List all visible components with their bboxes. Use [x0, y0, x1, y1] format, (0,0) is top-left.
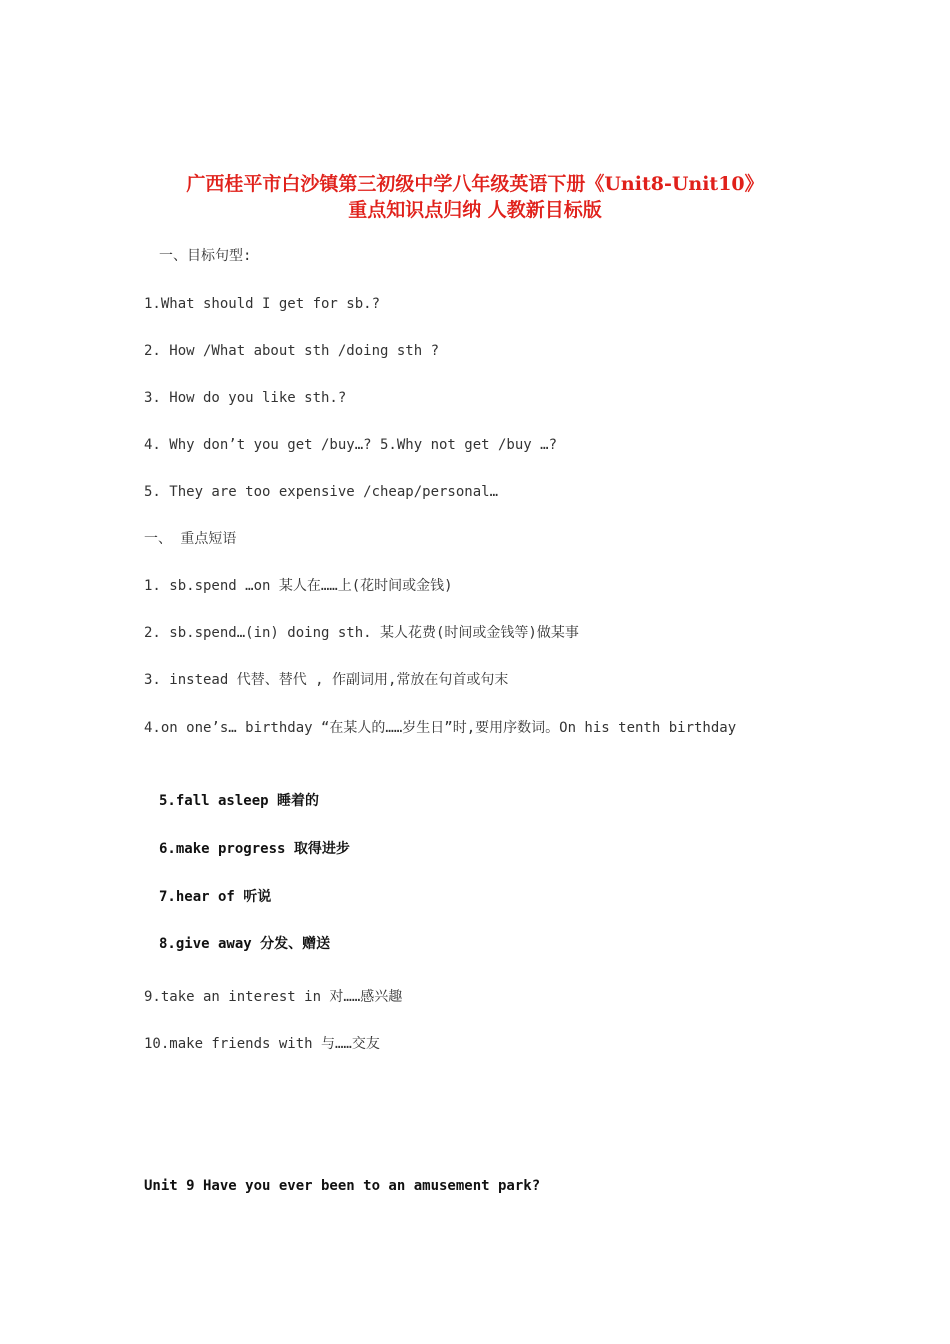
- section-heading-key-phrases: 一、 重点短语: [144, 531, 237, 547]
- phrase-item: 1. sb.spend …on 某人在……上(花时间或金钱): [144, 578, 453, 594]
- phrase-item: 10.make friends with 与……交友: [144, 1036, 380, 1052]
- sentence-item: 1.What should I get for sb.?: [144, 296, 381, 312]
- phrase-item: 2. sb.spend…(in) doing sth. 某人花费(时间或金钱等)做某事: [144, 625, 579, 641]
- unit-heading: Unit 9 Have you ever been to an amusement park?: [144, 1178, 541, 1194]
- phrase-item: 7.hear of 听说: [159, 889, 272, 905]
- phrase-item: 6.make progress 取得进步: [159, 841, 350, 857]
- sentence-item: 5. They are too expensive /cheap/personal…: [144, 484, 499, 500]
- document-title-line1: 广西桂平市白沙镇第三初级中学八年级英语下册《Unit8-Unit10》: [186, 173, 764, 195]
- phrase-item: 3. instead 代替、替代 , 作副词用,常放在句首或句末: [144, 672, 509, 688]
- phrase-item: 9.take an interest in 对……感兴趣: [144, 989, 403, 1005]
- phrase-item: 4.on one’s… birthday “在某人的……岁生日”时,要用序数词。On his tenth birthday: [144, 720, 737, 736]
- phrase-item: 5.fall asleep 睡着的: [159, 793, 320, 809]
- sentence-item: 3. How do you like sth.?: [144, 390, 347, 406]
- section-heading-target-sentences: 一、目标句型:: [159, 248, 252, 264]
- sentence-item: 4. Why don’t you get /buy…? 5.Why not get /buy …?: [144, 437, 558, 453]
- sentence-item: 2. How /What about sth /doing sth ?: [144, 343, 440, 359]
- phrase-item: 8.give away 分发、赠送: [159, 936, 331, 952]
- document-title-line2: 重点知识点归纳 人教新目标版: [348, 199, 602, 221]
